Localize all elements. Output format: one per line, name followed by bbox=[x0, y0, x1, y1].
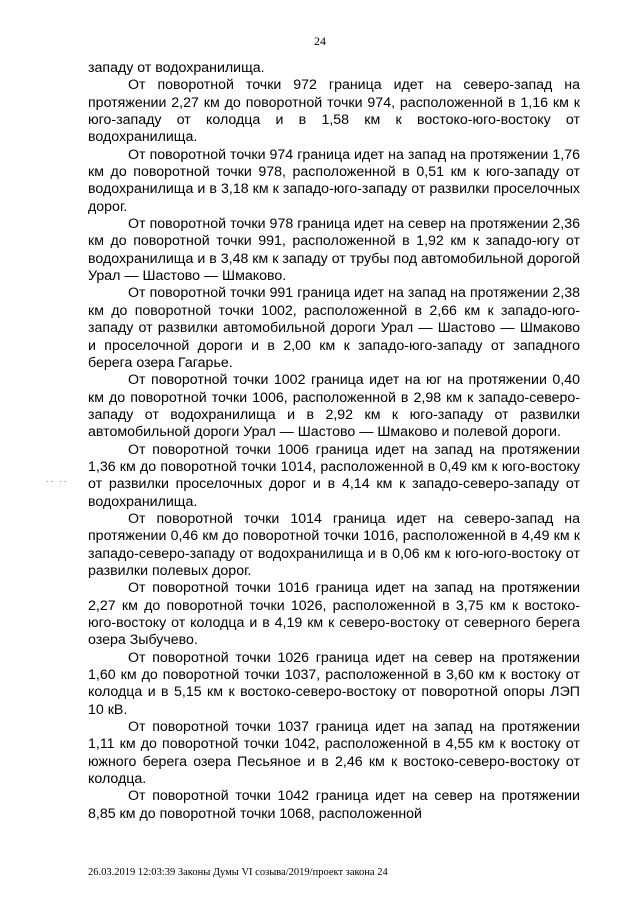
paragraph-point-1014: От поворотной точки 1014 граница идет на северо-запад на протяжении 0,46 км до поворотной точки 1016, расположенной в 4,49 км к западо-северо-западу от водохранилища и в 0,06 км к юго-юго-востоку от развилки полевых дорог. bbox=[88, 510, 580, 579]
margin-mark: .. .. bbox=[46, 474, 69, 484]
document-body bbox=[88, 60, 580, 823]
paragraph-point-978: От поворотной точки 978 граница идет на север на протяжении 2,36 км до поворотной точки 991, расположенной в 1,92 км к западо-югу от водохранилища и в 3,48 км к западу от трубы под автомобильной дорогой Урал — Шастово — Шмаково. bbox=[88, 216, 580, 285]
paragraph-point-1037: От поворотной точки 1037 граница идет на запад на протяжении 1,11 км до поворотной точки 1042, расположенной в 4,55 км к востоку от южного берега озера Песьяное и в 2,46 км к востоко-северо-востоку от колодца. bbox=[88, 719, 580, 788]
paragraph-point-991: От поворотной точки 991 граница идет на запад на протяжении 2,38 км до поворотной точки 1002, расположенной в 2,66 км к западо-юго-западу от развилки автомобильной дороги Урал — Шастово — Шмаково и проселочной дороги и в 2,00 км к западо-юго-западу от западного берега озера Гагарье. bbox=[88, 285, 580, 371]
paragraph-point-1026: От поворотной точки 1026 граница идет на север на протяжении 1,60 км до поворотной точки 1037, расположенной в 3,60 км к востоку от колодца и в 5,15 км к востоко-северо-востоку от поворотной опоры ЛЭП 10 кВ. bbox=[88, 649, 580, 718]
paragraph-point-1006: От поворотной точки 1006 граница идет на запад на протяжении 1,36 км до поворотной точки 1014, расположенной в 0,49 км к юго-востоку от развилки проселочных дорог и в 4,14 км к западо-северо-западу от водохранилища. bbox=[88, 441, 580, 510]
paragraph-point-1016: От поворотной точки 1016 граница идет на запад на протяжении 2,27 км до поворотной точки 1026, расположенной в 3,75 км к востоко-юго-востоку от колодца и в 4,19 км к северо-востоку от северного берега озера Зыбучево. bbox=[88, 580, 580, 649]
paragraph-point-974: От поворотной точки 974 граница идет на запад на протяжении 1,76 км до поворотной точки 978, расположенной в 0,51 км к юго-западу от водохранилища и в 3,18 км к западо-юго-западу от развилки проселочных дорог. bbox=[88, 146, 580, 215]
paragraph-continuation: западу от водохранилища. bbox=[88, 60, 265, 76]
paragraph-point-972: От поворотной точки 972 граница идет на северо-запад на протяжении 2,27 км до поворотной точки 974, расположенной в 1,16 км к юго-западу от колодца и в 1,58 км к востоко-юго-востоку от водохранилища. bbox=[88, 77, 580, 146]
page-number: 24 bbox=[314, 34, 326, 48]
footer-file-path: 26.03.2019 12:03:39 Законы Думы VI созыва/2019/проект закона 24 bbox=[88, 867, 388, 878]
paragraph-point-1002: От поворотной точки 1002 граница идет на юг на протяжении 0,40 км до поворотной точки 1006, расположенной в 2,98 км к западо-северо-западу от водохранилища и в 2,92 км к юго-западу от развилки автомобильной дороги Урал — Шастово — Шмаково и полевой дороги. bbox=[88, 372, 580, 441]
paragraph-point-1042: От поворотной точки 1042 граница идет на север на протяжении 8,85 км до поворотной точки 1068, расположенной bbox=[88, 788, 580, 822]
